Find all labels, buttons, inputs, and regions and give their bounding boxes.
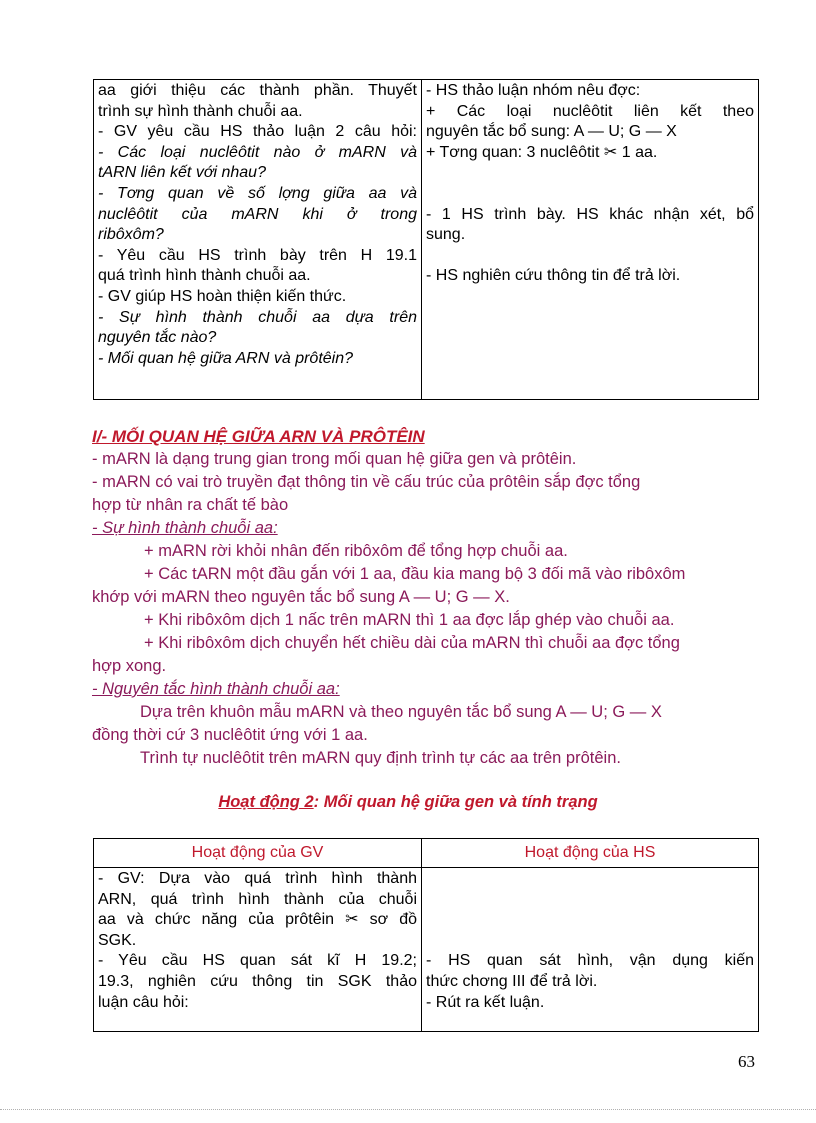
cell-line: - Yêu cầu HS quan sát kĩ H 19.2;	[98, 952, 417, 970]
table-row	[94, 80, 759, 400]
cell-line: - HS nghiên cứu thông tin để trả lời.	[426, 267, 681, 285]
paragraph: + Các tARN một đầu gắn với 1 aa, đầu kia mang bộ 3 đối mã vào ribôxôm	[144, 565, 686, 583]
cell-line: - Tơng quan về số lợng giữa aa và	[98, 184, 417, 202]
header-teacher: Hoạt động của GV	[94, 839, 422, 868]
cell-line: 19.3, nghiên cứu thông tin SGK thảo	[98, 972, 417, 990]
cell-line: - HS thảo luận nhóm nêu đợc:	[426, 82, 641, 99]
student-activity-lines	[426, 869, 754, 1013]
cell-line	[426, 246, 754, 267]
paragraph: Dựa trên khuôn mẫu mARN và theo nguyên tắc bổ sung A — U; G — X	[140, 703, 662, 721]
student-activity-cell	[422, 80, 759, 400]
section-heading: I/- MỐI QUAN HỆ GIỮA ARN VÀ PRÔTÊIN	[92, 427, 425, 446]
paragraph: hợp xong.	[92, 657, 167, 675]
paragraph: hợp từ nhân ra chất tế bào	[92, 496, 289, 514]
paragraph: + mARN rời khỏi nhân đến ribôxôm để tổng hợp chuỗi aa.	[144, 542, 568, 560]
table-row	[94, 868, 759, 1032]
cell-line: nuclêôtit của mARN khi ở trong	[98, 205, 417, 223]
activity-table-1	[93, 79, 759, 400]
cell-line	[426, 910, 754, 931]
cell-line: ARN, quá trình hình thành của chuỗi	[98, 890, 417, 908]
cell-line: - Sự hình thành chuỗi aa dựa trên	[98, 308, 417, 326]
cell-line: - Rút ra kết luận.	[426, 993, 545, 1011]
cell-line: - GV: Dựa vào quá trình hình thành	[98, 870, 417, 887]
page-divider	[0, 1109, 816, 1110]
activity-2-label: Hoạt động 2	[218, 793, 314, 811]
student-activity-cell	[422, 868, 759, 1032]
paragraph: - mARN có vai trò truyền đạt thông tin về cấu trúc của prôtêin sắp đợc tổng	[92, 473, 641, 491]
cell-line: sung.	[426, 226, 466, 244]
cell-line: - Mối quan hệ giữa ARN và prôtêin?	[98, 349, 354, 367]
activity-2-heading	[0, 793, 816, 812]
paragraph: đồng thời cứ 3 nuclêôtit ứng với 1 aa.	[92, 726, 368, 744]
cell-line: aa giới thiệu các thành phần. Thuyết	[98, 82, 417, 99]
cell-line: nguyên tắc nào?	[98, 329, 217, 347]
cell-line: thức chơng III để trả lời.	[426, 972, 598, 990]
cell-line: aa và chức năng của prôtêin ✂ sơ đồ	[98, 911, 417, 929]
activity-2-title: : Mối quan hệ giữa gen và tính trạng	[313, 793, 598, 811]
page-number: 63	[738, 1052, 755, 1071]
cell-line: ribôxôm?	[98, 226, 164, 244]
table-header-row	[94, 839, 759, 868]
cell-line: quá trình hình thành chuỗi aa.	[98, 267, 311, 285]
header-student: Hoạt động của HS	[422, 839, 759, 868]
cell-line	[426, 163, 754, 184]
paragraph: + Khi ribôxôm dịch 1 nấc trên mARN thì 1 aa đợc lắp ghép vào chuỗi aa.	[144, 611, 675, 629]
subheading-chain-formation: - Sự hình thành chuỗi aa:	[92, 519, 278, 537]
paragraph: khớp với mARN theo nguyên tắc bổ sung A — U; G — X.	[92, 588, 510, 606]
cell-line: - Các loại nuclêôtit nào ở mARN và	[98, 143, 417, 161]
paragraph: + Khi ribôxôm dịch chuyển hết chiều dài của mARN thì chuỗi aa đợc tổng	[144, 634, 680, 652]
cell-line: + Tơng quan: 3 nuclêôtit ✂ 1 aa.	[426, 143, 658, 161]
section-arn-protein	[92, 425, 764, 770]
student-activity-lines	[426, 81, 754, 287]
cell-line: - GV yêu cầu HS thảo luận 2 câu hỏi:	[98, 123, 417, 141]
cell-line: luận câu hỏi:	[98, 993, 189, 1011]
teacher-activity-lines	[98, 869, 417, 1013]
activity-table-2	[93, 838, 759, 1032]
cell-line	[426, 869, 754, 890]
teacher-activity-lines	[98, 81, 417, 369]
subheading-principle: - Nguyên tắc hình thành chuỗi aa:	[92, 680, 340, 698]
paragraph: - mARN là dạng trung gian trong mối quan hệ giữa gen và prôtêin.	[92, 450, 577, 468]
cell-line	[426, 931, 754, 952]
cell-line: - HS quan sát hình, vận dụng kiến	[426, 952, 754, 970]
cell-line	[426, 184, 754, 205]
cell-line: tARN liên kết với nhau?	[98, 164, 266, 182]
cell-line: - Yêu cầu HS trình bày trên H 19.1	[98, 246, 417, 264]
cell-line: trình sự hình thành chuỗi aa.	[98, 102, 303, 120]
teacher-activity-cell	[94, 868, 422, 1032]
teacher-activity-cell	[94, 80, 422, 400]
cell-line: nguyên tắc bổ sung: A — U; G — X	[426, 123, 677, 141]
cell-line: + Các loại nuclêôtit liên kết theo	[426, 102, 754, 120]
cell-line: - GV giúp HS hoàn thiện kiến thức.	[98, 287, 347, 305]
cell-line: SGK.	[98, 931, 137, 949]
cell-line: - 1 HS trình bày. HS khác nhận xét, bổ	[426, 205, 754, 223]
paragraph: Trình tự nuclêôtit trên mARN quy định trình tự các aa trên prôtêin.	[140, 749, 621, 767]
cell-line	[426, 890, 754, 911]
